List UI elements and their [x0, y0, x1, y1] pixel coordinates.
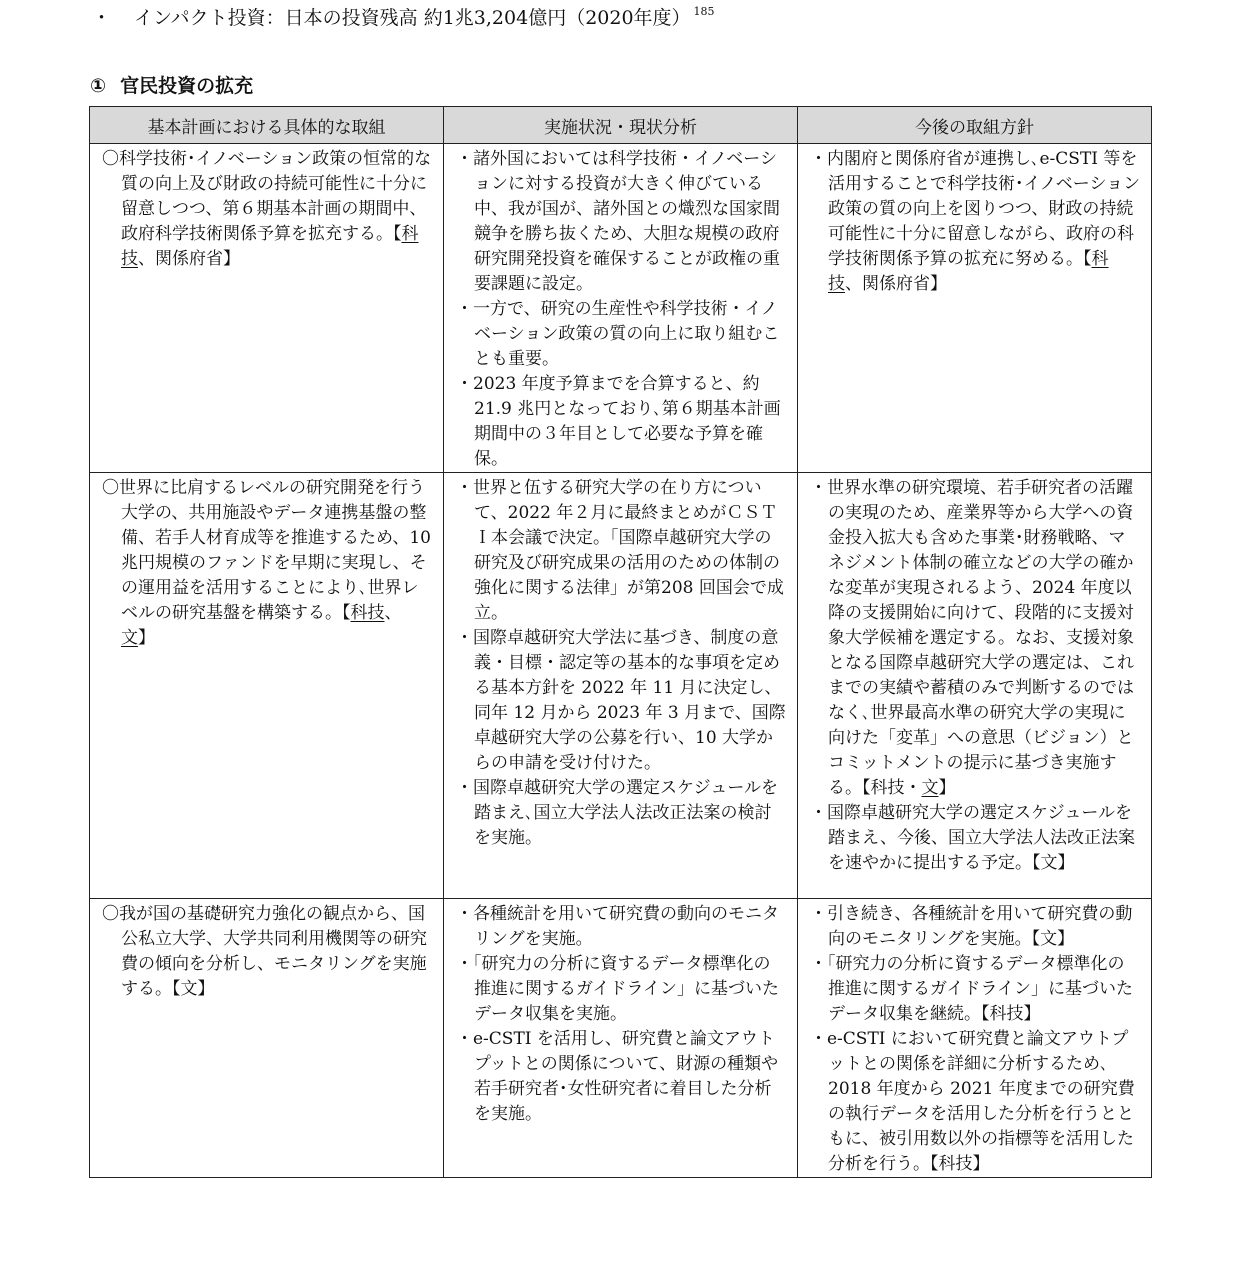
plan-item: [102, 476, 433, 651]
status-cell: [444, 899, 798, 1178]
plan-cell: [90, 899, 444, 1178]
status-item: ・e-CSTI を活用し、研究費と論文アウトプットとの関係について、財源の種類や若手研究者･女性研究者に着目した分析を実施。: [456, 1029, 779, 1124]
status-item: ・2023 年度予算までを合算すると、約21.9 兆円となっており､第６期基本計画期間中の３年目として必要な予算を確保。: [456, 374, 781, 469]
plan-cell: [90, 144, 444, 473]
tag-close: 】: [938, 778, 956, 798]
section-number: ①: [90, 75, 107, 97]
tag-separator: 、: [138, 249, 155, 269]
future-item: [810, 476, 1141, 801]
plan-item: [102, 147, 433, 272]
plan-text: 〇世界に比肩するレベルの研究開発を行う大学の、共用施設やデータ連携基盤の整備、若手人材育成等を推進するため、10 兆円規模のファンドを早期に実現し、その運用益を活用することにより､世界レベルの研究基盤を構築する。【: [102, 478, 431, 623]
tag-close: 】: [138, 628, 155, 648]
header-future: 今後の取組方針: [798, 107, 1152, 144]
future-item: [810, 147, 1141, 297]
table-row: [90, 899, 1152, 1178]
future-cell: [798, 144, 1152, 473]
tag-separator: 、: [384, 603, 402, 623]
header-status: 実施状況・現状分析: [444, 107, 798, 144]
bullet-text: インパクト投資：日本の投資残高 約1兆3,204億円（2020年度）: [134, 7, 691, 29]
section-heading: [90, 73, 253, 99]
ministry-tag: 文: [921, 778, 939, 798]
plan-cell: [90, 473, 444, 899]
future-item: ・国際卓越研究大学の選定スケジュールを踏まえ、今後、国立大学法人法改正法案を速やかに提出する予定｡【文】: [810, 803, 1136, 873]
ministry-tag: 科技: [350, 603, 385, 623]
tag-separator: 、: [845, 274, 862, 294]
tag-close: 】: [930, 274, 947, 294]
status-item: ・世界と伍する研究大学の在り方について、2022 年２月に最終まとめがＣＳＴＩ本会議で決定。「国際卓越研究大学の研究及び研究成果の活用のための体制の強化に関する法律」が第208 回国会で成立。: [456, 478, 784, 623]
future-item: ・引き続き、各種統計を用いて研究費の動向のモニタリングを実施。【文】: [810, 904, 1133, 949]
status-item: ・「研究力の分析に資するデータ標準化の推進に関するガイドライン」に基づいたデータ収集を実施。: [456, 954, 779, 1024]
future-cell: [798, 899, 1152, 1178]
status-item: ・諸外国においては科学技術・イノベーションに対する投資が大きく伸びている中、我が国が、諸外国との熾烈な国家間競争を勝ち抜くため、大胆な規模の政府研究開発投資を確保することが政権の重要課題に設定。: [456, 149, 780, 294]
status-item: ・国際卓越研究大学の選定スケジュールを踏まえ､国立大学法人法改正法案の検討を実施。: [456, 778, 778, 848]
plan-item: 〇我が国の基礎研究力強化の観点から、国公私立大学、大学共同利用機関等の研究費の傾向を分析し、モニタリングを実施する。【文】: [102, 904, 427, 999]
plan-text: 〇科学技術･イノベーション政策の恒常的な質の向上及び財政の持続可能性に十分に留意しつつ、第６期基本計画の期間中、政府科学技術関係予算を拡充する。【: [102, 149, 432, 244]
future-item: ・e-CSTI において研究費と論文アウトプットとの関係を詳細に分析するため､2018 年度から 2021 年度までの研究費の執行データを活用した分析を行うとともに、被引用数以外の指標等を活用した分析を行う。【科技】: [810, 1029, 1135, 1174]
impact-investment-bullet: [92, 0, 715, 30]
tag-close: 】: [223, 249, 240, 269]
ministry-tag: 科技: [828, 249, 1109, 294]
status-item: ・各種統計を用いて研究費の動向のモニタリングを実施。: [456, 904, 779, 949]
table-row: [90, 144, 1152, 473]
status-cell: [444, 144, 798, 473]
ministry-tag: 文: [121, 628, 138, 648]
status-cell: [444, 473, 798, 899]
future-item: ・「研究力の分析に資するデータ標準化の推進に関するガイドライン」に基づいたデータ収集を継続。【科技】: [810, 954, 1133, 1024]
future-text: ・世界水準の研究環境、若手研究者の活躍の実現のため、産業界等から大学への資金投入拡大も含めた事業･財務戦略、マネジメント体制の確立などの大学の確かな変革が実現されるよう、2024 年度以降の支援開始に向けて、段階的に支援対象大学候補を選定する。なお、支援対象となる国際卓越研究大学の選定は、これまでの実績や蓄積のみで判断するのではなく､世界最高水準の研究大学の実現に向けた「変革」への意思（ビジョン）とコミットメントの提示に基づき実施する。【科技・: [810, 478, 1134, 798]
ministry-tag: 科技: [121, 224, 419, 269]
future-cell: [798, 473, 1152, 899]
bullet-marker: ・: [92, 7, 112, 29]
footnote-ref[interactable]: 185: [693, 5, 715, 18]
header-plan: 基本計画における具体的な取組: [90, 107, 444, 144]
status-item: ・一方で、研究の生産性や科学技術・イノベーション政策の質の向上に取り組むことも重要。: [456, 299, 780, 369]
table-header-row: [90, 107, 1152, 144]
table-row: [90, 473, 1152, 899]
future-text: ・内閣府と関係府省が連携し､e-CSTI 等を活用することで科学技術･イノベーション政策の質の向上を図りつつ、財政の持続可能性に十分に留意しながら、政府の科学技術関係予算の拡充に努める。【: [810, 149, 1141, 269]
section-title: 官民投資の拡充: [120, 75, 254, 97]
status-item: ・国際卓越研究大学法に基づき、制度の意義・目標・認定等の基本的な事項を定める基本方針を 2022 年 11 月に決定し、同年 12 月から 2023 年 3 月まで、国際卓越研究大学の公募を行い、10 大学からの申請を受け付けた。: [456, 628, 786, 773]
policy-table: [89, 106, 1152, 1178]
ministry-tag: 関係府省: [155, 249, 223, 269]
ministry-tag: 関係府省: [862, 274, 930, 294]
